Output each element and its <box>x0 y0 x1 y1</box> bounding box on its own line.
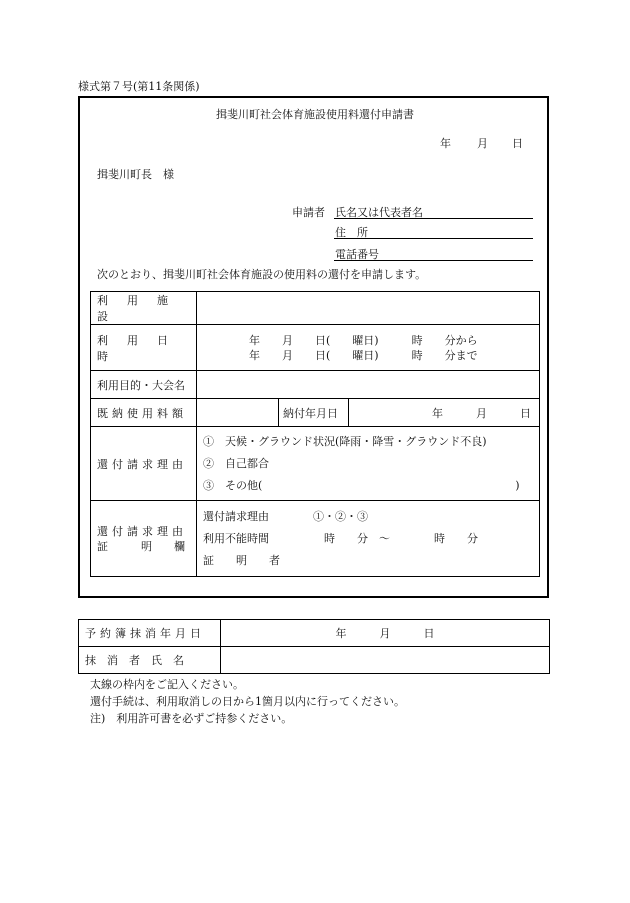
intro-text: 次のとおり、揖斐川町社会体育施設の使用料の還付を申請します。 <box>97 268 427 281</box>
datetime-to: 年 月 日( 曜日) 時 分まで <box>249 348 478 362</box>
cancel-date-value[interactable]: 年 月 日 <box>221 620 550 647</box>
reason-option-personal[interactable]: ② 自己都合 <box>203 456 269 470</box>
applicant-name-line[interactable] <box>334 218 533 219</box>
reason-options <box>197 427 540 501</box>
purpose-row <box>91 371 540 399</box>
cancel-date-row <box>79 620 550 647</box>
purpose-value[interactable] <box>197 371 540 399</box>
facility-label: 利 用 施 設 <box>91 292 197 325</box>
proof-certifier[interactable]: 証 明 者 <box>203 553 280 567</box>
date-year: 年 <box>440 137 451 150</box>
datetime-from: 年 月 日( 曜日) 時 分から <box>249 333 478 347</box>
applicant-phone-label: 電話番号 <box>335 248 379 261</box>
date-month: 月 <box>477 137 488 150</box>
cancel-date-label: 予約簿抹消年月日 <box>79 620 221 647</box>
note-3: 注) 利用許可書を必ずご持参ください。 <box>90 712 293 725</box>
date-day: 日 <box>512 137 523 150</box>
form-title: 揖斐川町社会体育施設使用料還付申請書 <box>216 108 414 121</box>
proof-label <box>91 501 197 577</box>
proof-unusable-time[interactable]: 利用不能時間 時 分 ～ 時 分 <box>203 531 478 545</box>
proof-reason[interactable]: 還付請求理由 ①・②・③ <box>203 509 368 523</box>
paid-fee-row <box>91 399 540 427</box>
applicant-name-label: 氏名又は代表者名 <box>335 206 423 219</box>
reason-row <box>91 427 540 501</box>
paid-date-value[interactable]: 年 月 日 <box>349 399 540 427</box>
note-2: 還付手続は、利用取消しの日から1箇月以内に行ってください。 <box>90 695 405 708</box>
proof-content <box>197 501 540 577</box>
paid-fee-label: 既納使用料額 <box>91 399 197 427</box>
addressee: 揖斐川町長 様 <box>97 168 174 181</box>
paid-date-label: 納付年月日 <box>279 399 349 427</box>
paid-fee-value[interactable] <box>197 399 279 427</box>
office-use-table <box>78 619 550 674</box>
datetime-value[interactable] <box>197 325 540 371</box>
applicant-phone-line[interactable] <box>334 260 533 261</box>
facility-value[interactable] <box>197 292 540 325</box>
datetime-label: 利 用 日 時 <box>91 325 197 371</box>
note-1: 太線の枠内をご記入ください。 <box>90 678 244 691</box>
cancel-name-label: 抹 消 者 氏 名 <box>79 647 221 674</box>
facility-row <box>91 292 540 325</box>
applicant-label: 申請者 <box>292 206 325 219</box>
applicant-address-label: 住 所 <box>335 226 368 239</box>
proof-row <box>91 501 540 577</box>
applicant-address-line[interactable] <box>334 238 533 239</box>
datetime-row <box>91 325 540 371</box>
proof-label-line2: 証 明 欄 <box>97 539 185 553</box>
form-number: 様式第７号(第11条関係) <box>78 80 200 93</box>
proof-label-line1: 還付請求理由 <box>97 524 187 538</box>
purpose-label: 利用目的・大会名 <box>91 371 197 399</box>
application-table <box>90 291 540 577</box>
cancel-name-row <box>79 647 550 674</box>
reason-option-weather[interactable]: ① 天候・グラウンド状況(降雨・降雪・グラウンド不良) <box>203 434 487 448</box>
reason-option-other[interactable]: ③ その他( ) <box>203 478 520 492</box>
reason-label: 還付請求理由 <box>91 427 197 501</box>
cancel-name-value[interactable] <box>221 647 550 674</box>
